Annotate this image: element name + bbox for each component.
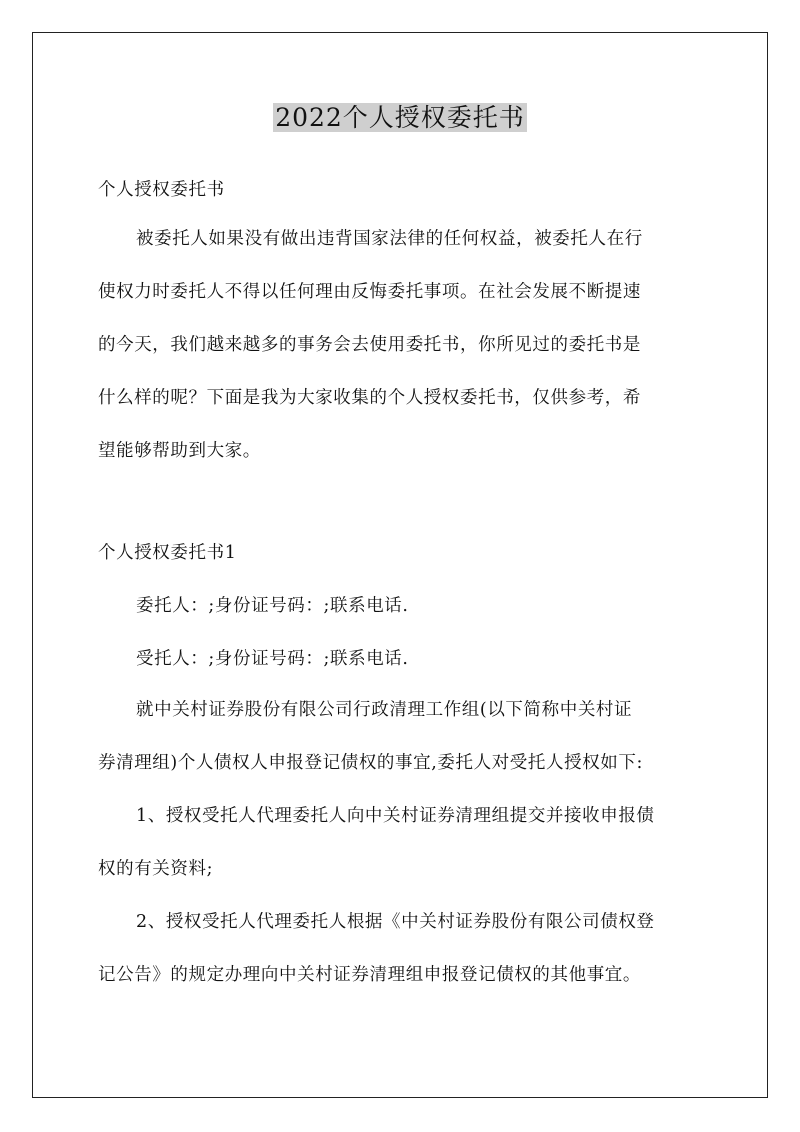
item-2-paragraph <box>98 896 708 1002</box>
document-title-text: 2022个人授权委托书 <box>275 103 525 132</box>
subsection-heading: 个人授权委托书1 <box>98 543 237 563</box>
principal-line: 委托人：;身份证号码：;联系电话. <box>136 596 409 616</box>
intro-line: 使权力时委托人不得以任何理由反悔委托事项。在社会发展不断提速 <box>98 282 641 302</box>
intro-line: 的今天，我们越来越多的事务会去使用委托书，你所见过的委托书是 <box>98 335 641 355</box>
intro-line: 望能够帮助到大家。 <box>98 441 261 461</box>
section-heading: 个人授权委托书 <box>98 180 225 200</box>
item-1-paragraph <box>98 790 708 896</box>
agent-line: 受托人：;身份证号码：;联系电话. <box>136 649 409 669</box>
item-2-line: 2、授权受托人代理委托人根据《中关村证券股份有限公司债权登 <box>136 912 655 932</box>
purpose-line: 就中关村证券股份有限公司行政清理工作组(以下简称中关村证 <box>136 700 633 720</box>
intro-line: 什么样的呢？下面是我为大家收集的个人授权委托书，仅供参考，希 <box>98 388 641 408</box>
document-title <box>0 96 800 140</box>
purpose-paragraph <box>98 684 708 790</box>
purpose-line: 券清理组)个人债权人申报登记债权的事宜,委托人对受托人授权如下: <box>98 753 643 773</box>
item-1-line: 1、授权受托人代理委托人向中关村证券清理组提交并接收申报债 <box>136 806 655 826</box>
item-2-line: 记公告》的规定办理向中关村证券清理组申报登记债权的其他事宜。 <box>98 965 641 985</box>
item-1-line: 权的有关资料; <box>98 859 214 879</box>
intro-line: 被委托人如果没有做出违背国家法律的任何权益，被委托人在行 <box>136 229 643 249</box>
intro-paragraph <box>98 213 708 478</box>
